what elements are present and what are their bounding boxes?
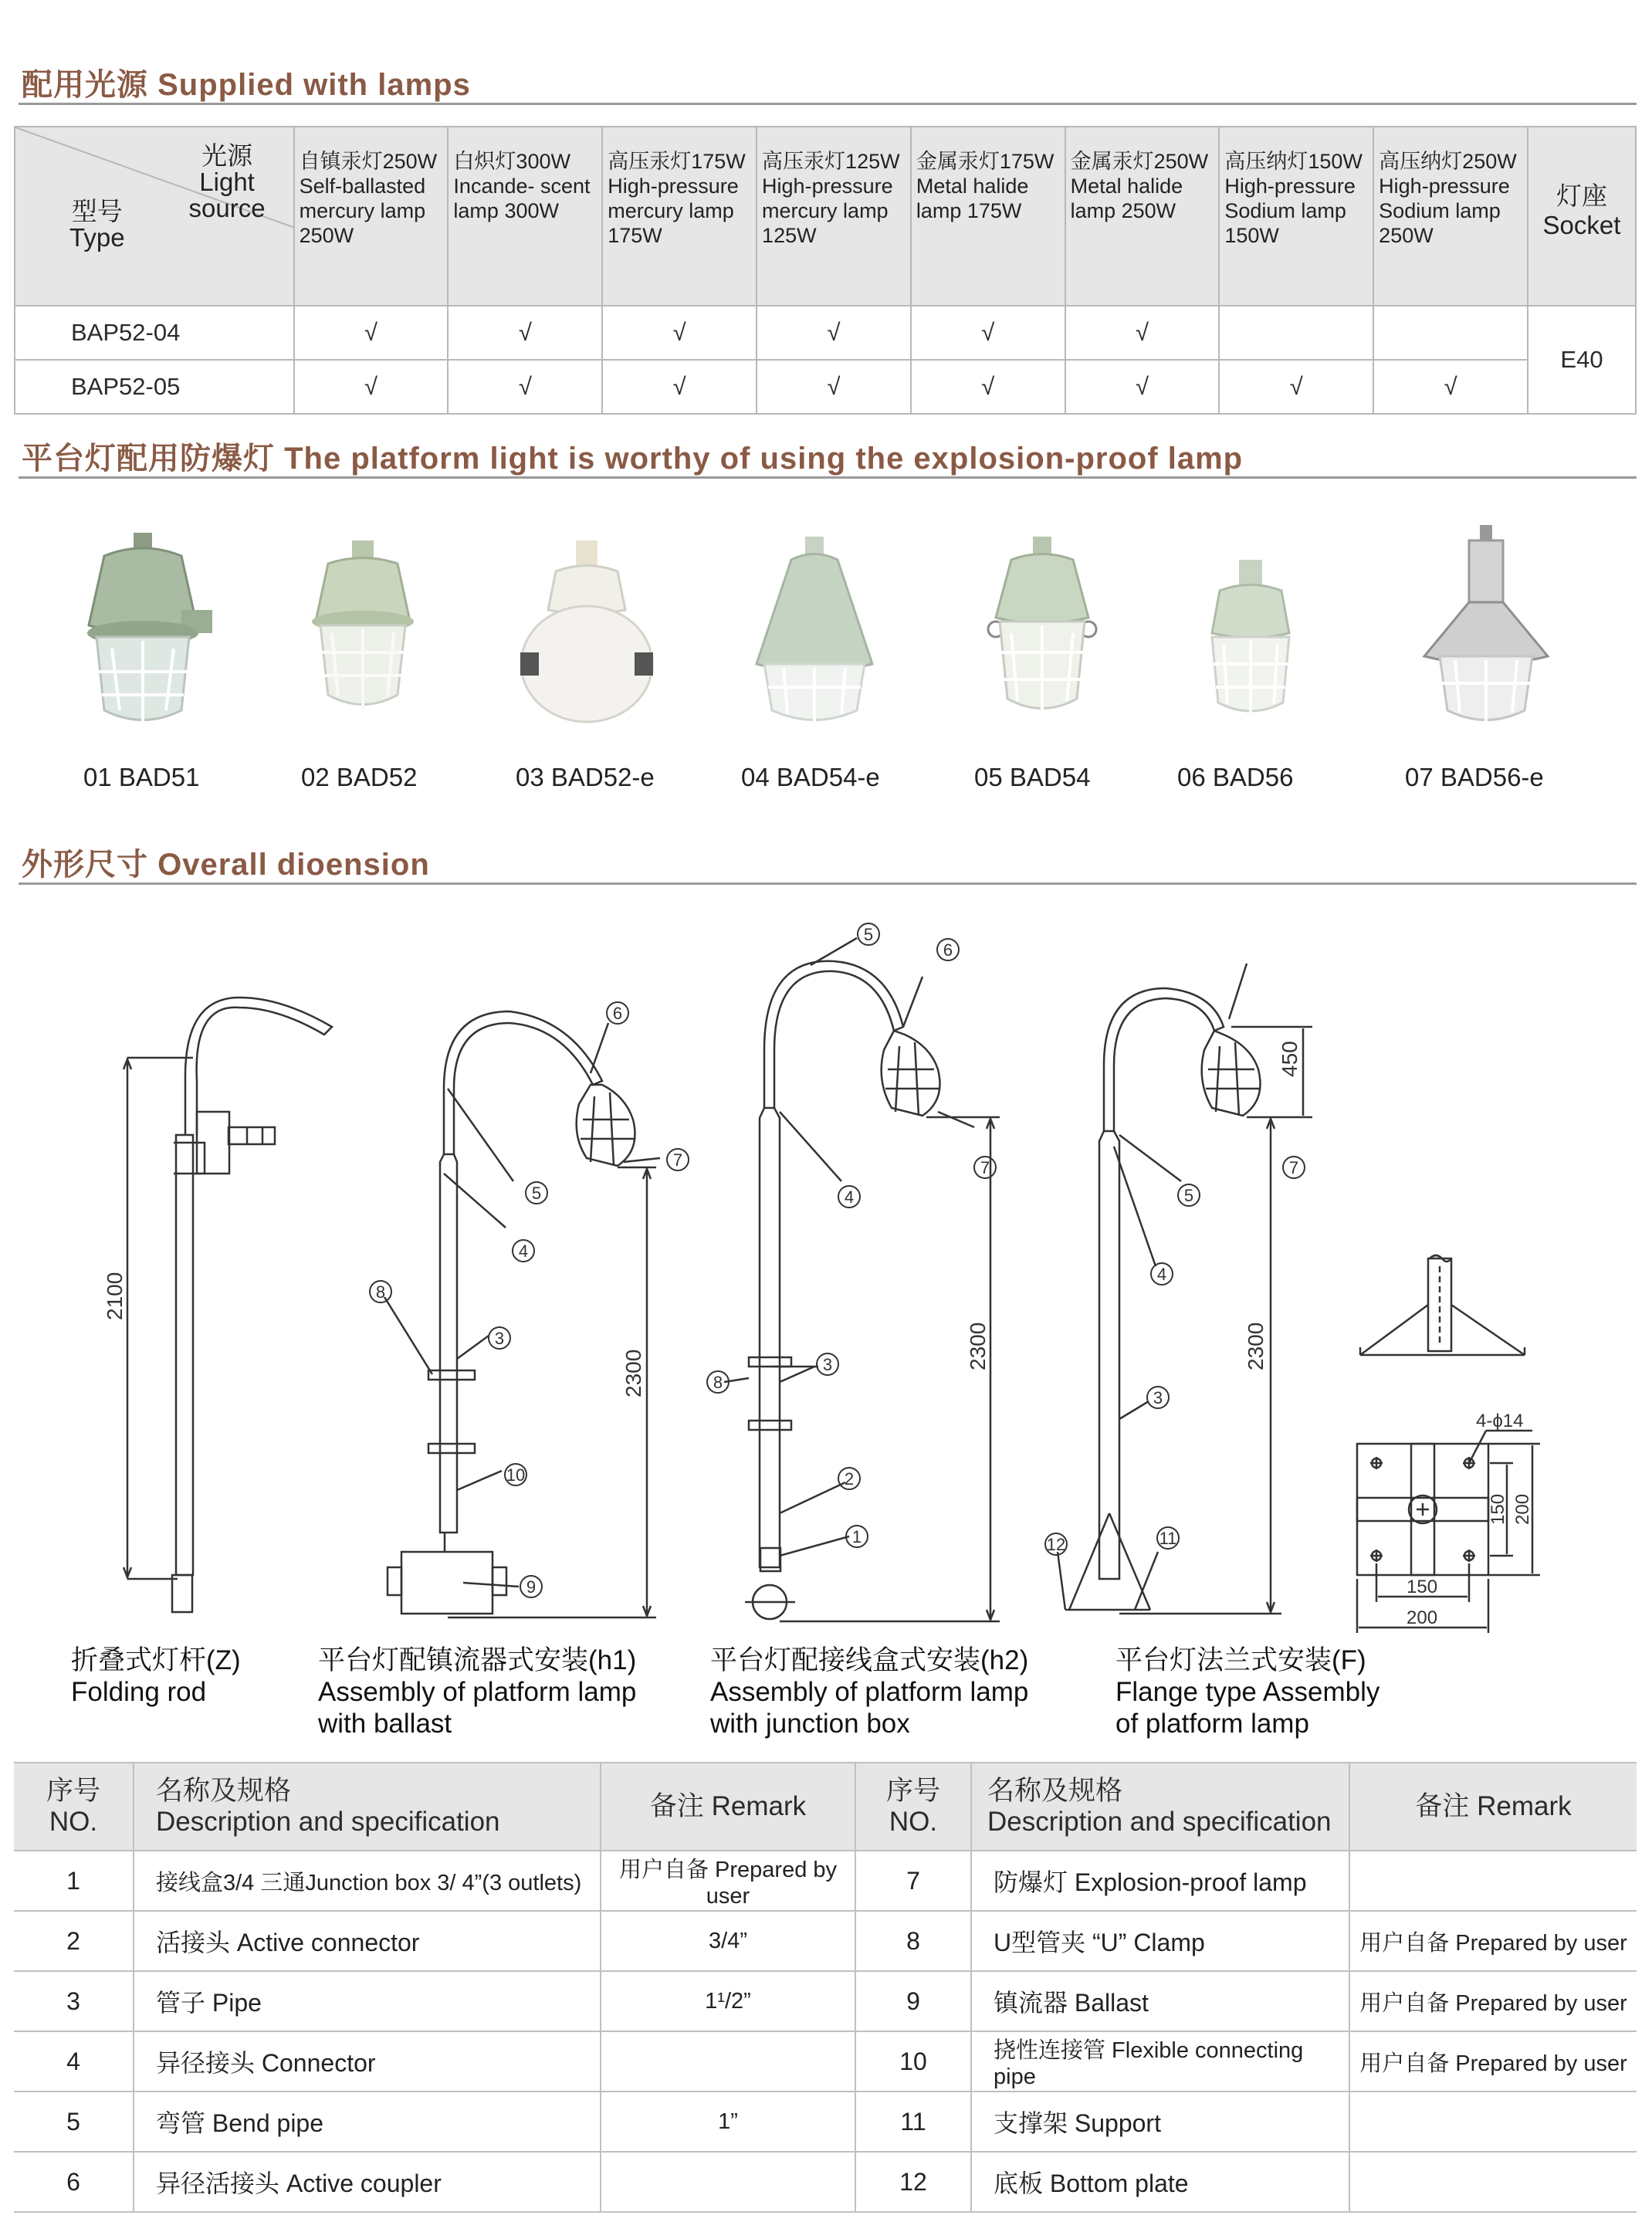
part-no: 8 — [855, 1911, 971, 1971]
part-desc: 防爆灯 Explosion-proof lamp — [971, 1851, 1349, 1911]
part-desc: 弯管 Bend pipe — [134, 2092, 601, 2152]
callout-7: 7 — [980, 1158, 990, 1177]
part-no: 2 — [14, 1911, 134, 1971]
col-header-3: 高压汞灯125W High-pressure mercury lamp 125W — [757, 127, 911, 306]
lamp-compatibility-table — [14, 126, 1637, 415]
caption-junction-box: 平台灯配接线盒式安装(h2) Assembly of platform lamp with junction box — [710, 1645, 1029, 1739]
check-cell — [1219, 306, 1373, 360]
check-cell: √ — [448, 360, 602, 414]
part-no: 6 — [14, 2152, 134, 2212]
check-cell: √ — [1065, 360, 1220, 414]
part-no: 12 — [855, 2152, 971, 2212]
lamp-photo-bad52e — [509, 525, 664, 749]
lamp-photo-bad54e — [737, 525, 892, 749]
part-remark: 用户自备 Prepared by user — [1349, 2031, 1637, 2092]
flange-holes-label: 4-ϕ14 — [1476, 1411, 1524, 1431]
part-desc: U型管夹 “U” Clamp — [971, 1911, 1349, 1971]
col-header-6: 高压纳灯150W High-pressure Sodium lamp 150W — [1219, 127, 1373, 306]
check-cell: √ — [911, 306, 1065, 360]
part-remark — [601, 2031, 855, 2092]
lamp-label: 06 BAD56 — [1177, 763, 1294, 791]
type-label: 型号 Type — [69, 197, 125, 252]
part-no: 9 — [855, 1971, 971, 2031]
callout-6: 6 — [943, 940, 953, 960]
lamp-label: 03 BAD52-e — [516, 763, 655, 791]
callout-2: 2 — [844, 1469, 855, 1489]
check-cell — [1373, 306, 1528, 360]
part-remark — [1349, 2092, 1637, 2152]
lamp-photo-bad54 — [965, 525, 1119, 749]
flange-assembly-drawing — [1058, 964, 1312, 1614]
check-cell: √ — [602, 306, 757, 360]
divider — [19, 476, 1637, 479]
col-header-7: 高压纳灯250W High-pressure Sodium lamp 250W — [1373, 127, 1528, 306]
part-desc: 底板 Bottom plate — [971, 2152, 1349, 2212]
part-remark — [601, 2152, 855, 2212]
lamp-label: 07 BAD56-e — [1405, 763, 1544, 791]
dimension-drawing — [0, 888, 1652, 1637]
part-desc: 异径活接头 Active coupler — [134, 2152, 601, 2212]
divider — [19, 103, 1637, 105]
part-desc: 镇流器 Ballast — [971, 1971, 1349, 2031]
table-row — [14, 2031, 1637, 2092]
callout-11: 11 — [1159, 1529, 1177, 1548]
col-header-desc: 名称及规格 Description and specification — [971, 1763, 1349, 1851]
part-remark: 1” — [601, 2092, 855, 2152]
part-no: 10 — [855, 2031, 971, 2092]
part-no: 4 — [14, 2031, 134, 2092]
callout-8: 8 — [713, 1373, 723, 1392]
callout-3: 3 — [494, 1329, 505, 1348]
section-title-dimension: 外形尺寸 Overall dioension — [22, 848, 430, 882]
part-no: 11 — [855, 2092, 971, 2152]
callout-7: 7 — [1288, 1158, 1299, 1177]
parts-table — [14, 1762, 1637, 2213]
corner-header — [15, 127, 294, 306]
part-remark — [1349, 2152, 1637, 2212]
callout-10: 10 — [506, 1465, 526, 1485]
lamp-photo-bad56 — [1173, 525, 1328, 749]
flange-detail-drawing — [1357, 1255, 1540, 1633]
table-row — [14, 1971, 1637, 2031]
part-no: 3 — [14, 1971, 134, 2031]
caption-ballast: 平台灯配镇流器式安装(h1) Assembly of platform lamp with ballast — [318, 1645, 637, 1739]
callout-9: 9 — [526, 1577, 537, 1597]
col-header-remark: 备注 Remark — [1349, 1763, 1637, 1851]
col-header-2: 高压汞灯175W High-pressure mercury lamp 175W — [602, 127, 757, 306]
check-cell: √ — [602, 360, 757, 414]
part-desc: 活接头 Active connector — [134, 1911, 601, 1971]
col-header-remark: 备注 Remark — [601, 1763, 855, 1851]
table-row — [14, 2152, 1637, 2212]
dim-text: 2300 — [621, 1349, 645, 1397]
callout-6: 6 — [612, 1004, 623, 1023]
caption-folding-rod: 折叠式灯杆(Z) Folding rod — [71, 1645, 241, 1707]
check-cell: √ — [757, 306, 911, 360]
table-row — [15, 360, 1636, 414]
table-row — [15, 306, 1636, 360]
check-cell: √ — [1373, 360, 1528, 414]
caption-flange: 平台灯法兰式安装(F) Flange type Assembly of platform lamp — [1115, 1645, 1380, 1739]
callout-5: 5 — [863, 925, 874, 944]
ballast-assembly-drawing — [384, 1011, 660, 1617]
col-header-0: 自镇汞灯250W Self-ballasted mercury lamp 250W — [294, 127, 449, 306]
col-header-no: 序号 NO. — [14, 1763, 134, 1851]
part-desc: 支撑架 Support — [971, 2092, 1349, 2152]
col-header-5: 金属汞灯250W Metal halide lamp 250W — [1065, 127, 1220, 306]
callout-1: 1 — [851, 1527, 862, 1546]
part-remark: 用户自备 Prepared by user — [1349, 1971, 1637, 2031]
lamp-photo-bad52 — [286, 525, 440, 749]
callout-8: 8 — [375, 1282, 386, 1302]
part-desc: 管子 Pipe — [134, 1971, 601, 2031]
lamp-label: 05 BAD54 — [974, 763, 1091, 791]
dim-text: 2300 — [1244, 1322, 1268, 1370]
callout-4: 4 — [844, 1187, 855, 1207]
dim-text: 200 — [1407, 1607, 1438, 1628]
socket-cell: E40 — [1528, 306, 1636, 414]
check-cell: √ — [294, 306, 449, 360]
callout-7: 7 — [672, 1150, 683, 1170]
part-no: 1 — [14, 1851, 134, 1911]
part-remark: 用户自备 Prepared by user — [1349, 1911, 1637, 1971]
lamp-label: 01 BAD51 — [83, 763, 200, 791]
junction-box-assembly-drawing — [724, 938, 1000, 1621]
callout-12: 12 — [1046, 1535, 1066, 1554]
type-cell: BAP52-05 — [15, 360, 294, 414]
part-no: 7 — [855, 1851, 971, 1911]
callout-4: 4 — [1156, 1265, 1167, 1284]
lamp-photo-bad56e — [1409, 525, 1563, 749]
col-header-desc: 名称及规格 Description and specification — [134, 1763, 601, 1851]
part-remark: 用户自备 Prepared by user — [601, 1851, 855, 1911]
dim-text: 150 — [1488, 1493, 1508, 1525]
check-cell: √ — [1219, 360, 1373, 414]
callout-3: 3 — [1153, 1388, 1163, 1407]
part-remark: 3/4” — [601, 1911, 855, 1971]
col-header-no: 序号 NO. — [855, 1763, 971, 1851]
dim-text: 200 — [1512, 1493, 1533, 1525]
folding-rod-drawing — [124, 998, 332, 1612]
section-title-platform: 平台灯配用防爆灯 The platform light is worthy of using the explosion-proof lamp — [22, 442, 1244, 476]
dim-text: 450 — [1278, 1041, 1302, 1077]
dim-text: 150 — [1407, 1577, 1438, 1597]
check-cell: √ — [1065, 306, 1220, 360]
part-remark: 1¹/2” — [601, 1971, 855, 2031]
callout-5: 5 — [531, 1184, 542, 1203]
check-cell: √ — [911, 360, 1065, 414]
lamp-photo-bad51 — [66, 525, 220, 749]
light-source-label: 光源 Light source — [188, 141, 266, 222]
section-title-lamps: 配用光源 Supplied with lamps — [22, 68, 471, 102]
dim-text: 2300 — [966, 1322, 990, 1370]
table-row — [14, 1911, 1637, 1971]
part-desc: 接线盒3/4 三通Junction box 3/ 4”(3 outlets) — [134, 1851, 601, 1911]
lamp-label: 02 BAD52 — [301, 763, 418, 791]
table-row — [14, 1851, 1637, 1911]
callout-numbers — [376, 925, 1298, 1597]
col-header-1: 白炽灯300W Incande- scent lamp 300W — [448, 127, 602, 306]
callout-4: 4 — [518, 1241, 529, 1261]
table-row — [14, 2092, 1637, 2152]
col-header-4: 金属汞灯175W Metal halide lamp 175W — [911, 127, 1065, 306]
lamp-label: 04 BAD54-e — [741, 763, 880, 791]
callout-markers — [370, 923, 1305, 1597]
part-desc: 异径接头 Connector — [134, 2031, 601, 2092]
part-desc: 挠性连接管 Flexible connecting pipe — [971, 2031, 1349, 2092]
type-cell: BAP52-04 — [15, 306, 294, 360]
divider — [19, 882, 1637, 885]
socket-header: 灯座 Socket — [1528, 127, 1636, 306]
callout-3: 3 — [822, 1355, 833, 1374]
part-remark — [1349, 1851, 1637, 1911]
callout-5: 5 — [1183, 1186, 1194, 1205]
dim-text: 2100 — [103, 1272, 127, 1320]
check-cell: √ — [757, 360, 911, 414]
check-cell: √ — [294, 360, 449, 414]
part-no: 5 — [14, 2092, 134, 2152]
check-cell: √ — [448, 306, 602, 360]
